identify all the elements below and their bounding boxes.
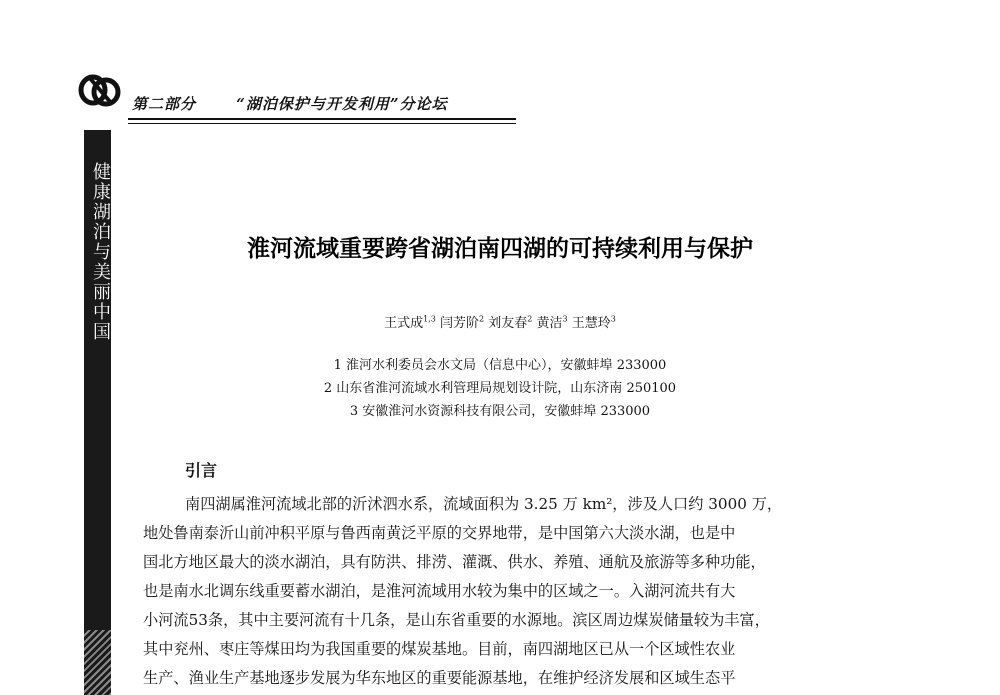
side-banner-text: 健康湖泊与美丽中国 [90,162,111,342]
body-line: 其中兖州、枣庄等煤田均为我国重要的煤炭基地。目前，南四湖地区已从一个区域性农业 [143,640,736,658]
header-forum-label: “湖泊保护与开发利用”分论坛 [236,95,448,113]
body-line: 南四湖属淮河流域北部的沂沭泗水系，流域面积为 3.25 万 km²，涉及人口约 3000 万， [185,495,783,513]
author-affil-mark: 3 [610,314,616,324]
side-banner-hatch [84,630,111,695]
body-line: 也是南水北调东线重要蓄水湖泊，是淮河流域用水较为集中的区域之一。入湖河流共有大 [143,582,736,600]
author-affil-mark: 2 [527,314,533,324]
author-name: 王式成 [384,316,424,331]
body-paragraph [143,490,908,693]
affiliation-1: 1 淮河水利委员会水文局（信息中心），安徽蚌埠 233000 [333,358,667,373]
body-line: 地处鲁南泰沂山前冲积平原与鲁西南黄泛平原的交界地带，是中国第六大淡水湖，也是中 [143,524,736,542]
body-line: 国北方地区最大的淡水湖泊，具有防洪、排涝、灌溉、供水、养殖、通航及旅游等多种功能， [143,553,766,571]
affiliation-2: 2 山东省淮河流域水利管理局规划设计院，山东济南 250100 [323,381,677,396]
author-affil-mark: 3 [562,314,568,324]
author-affil-mark: 2 [479,314,485,324]
author-name: 刘友春 [488,316,528,331]
affiliation-3: 3 安徽淮河水资源科技有限公司，安徽蚌埠 233000 [349,404,651,419]
author-name: 闫芳阶 [440,316,480,331]
body-line: 小河流53条，其中主要河流有十几条，是山东省重要的水源地。滨区周边煤炭储量较为丰富， [143,611,770,629]
section-header [132,93,448,114]
author-list [0,312,1000,331]
author-affil-mark: 1,3 [423,314,436,324]
body-line: 生产、渔业生产基地逐步发展为华东地区的重要能源基地，在维护经济发展和区域生态平 [143,669,736,687]
header-rule-top [128,118,516,120]
journal-logo-icon [78,70,122,110]
paper-title: 淮河流域重要跨省湖泊南四湖的可持续利用与保护 [247,236,753,262]
section-heading: 引言 [185,461,218,480]
header-part-label: 第二部分 [132,95,197,113]
author-name: 王慧玲 [571,316,611,331]
author-name: 黄洁 [536,316,563,331]
header-rule-bottom [128,123,516,124]
